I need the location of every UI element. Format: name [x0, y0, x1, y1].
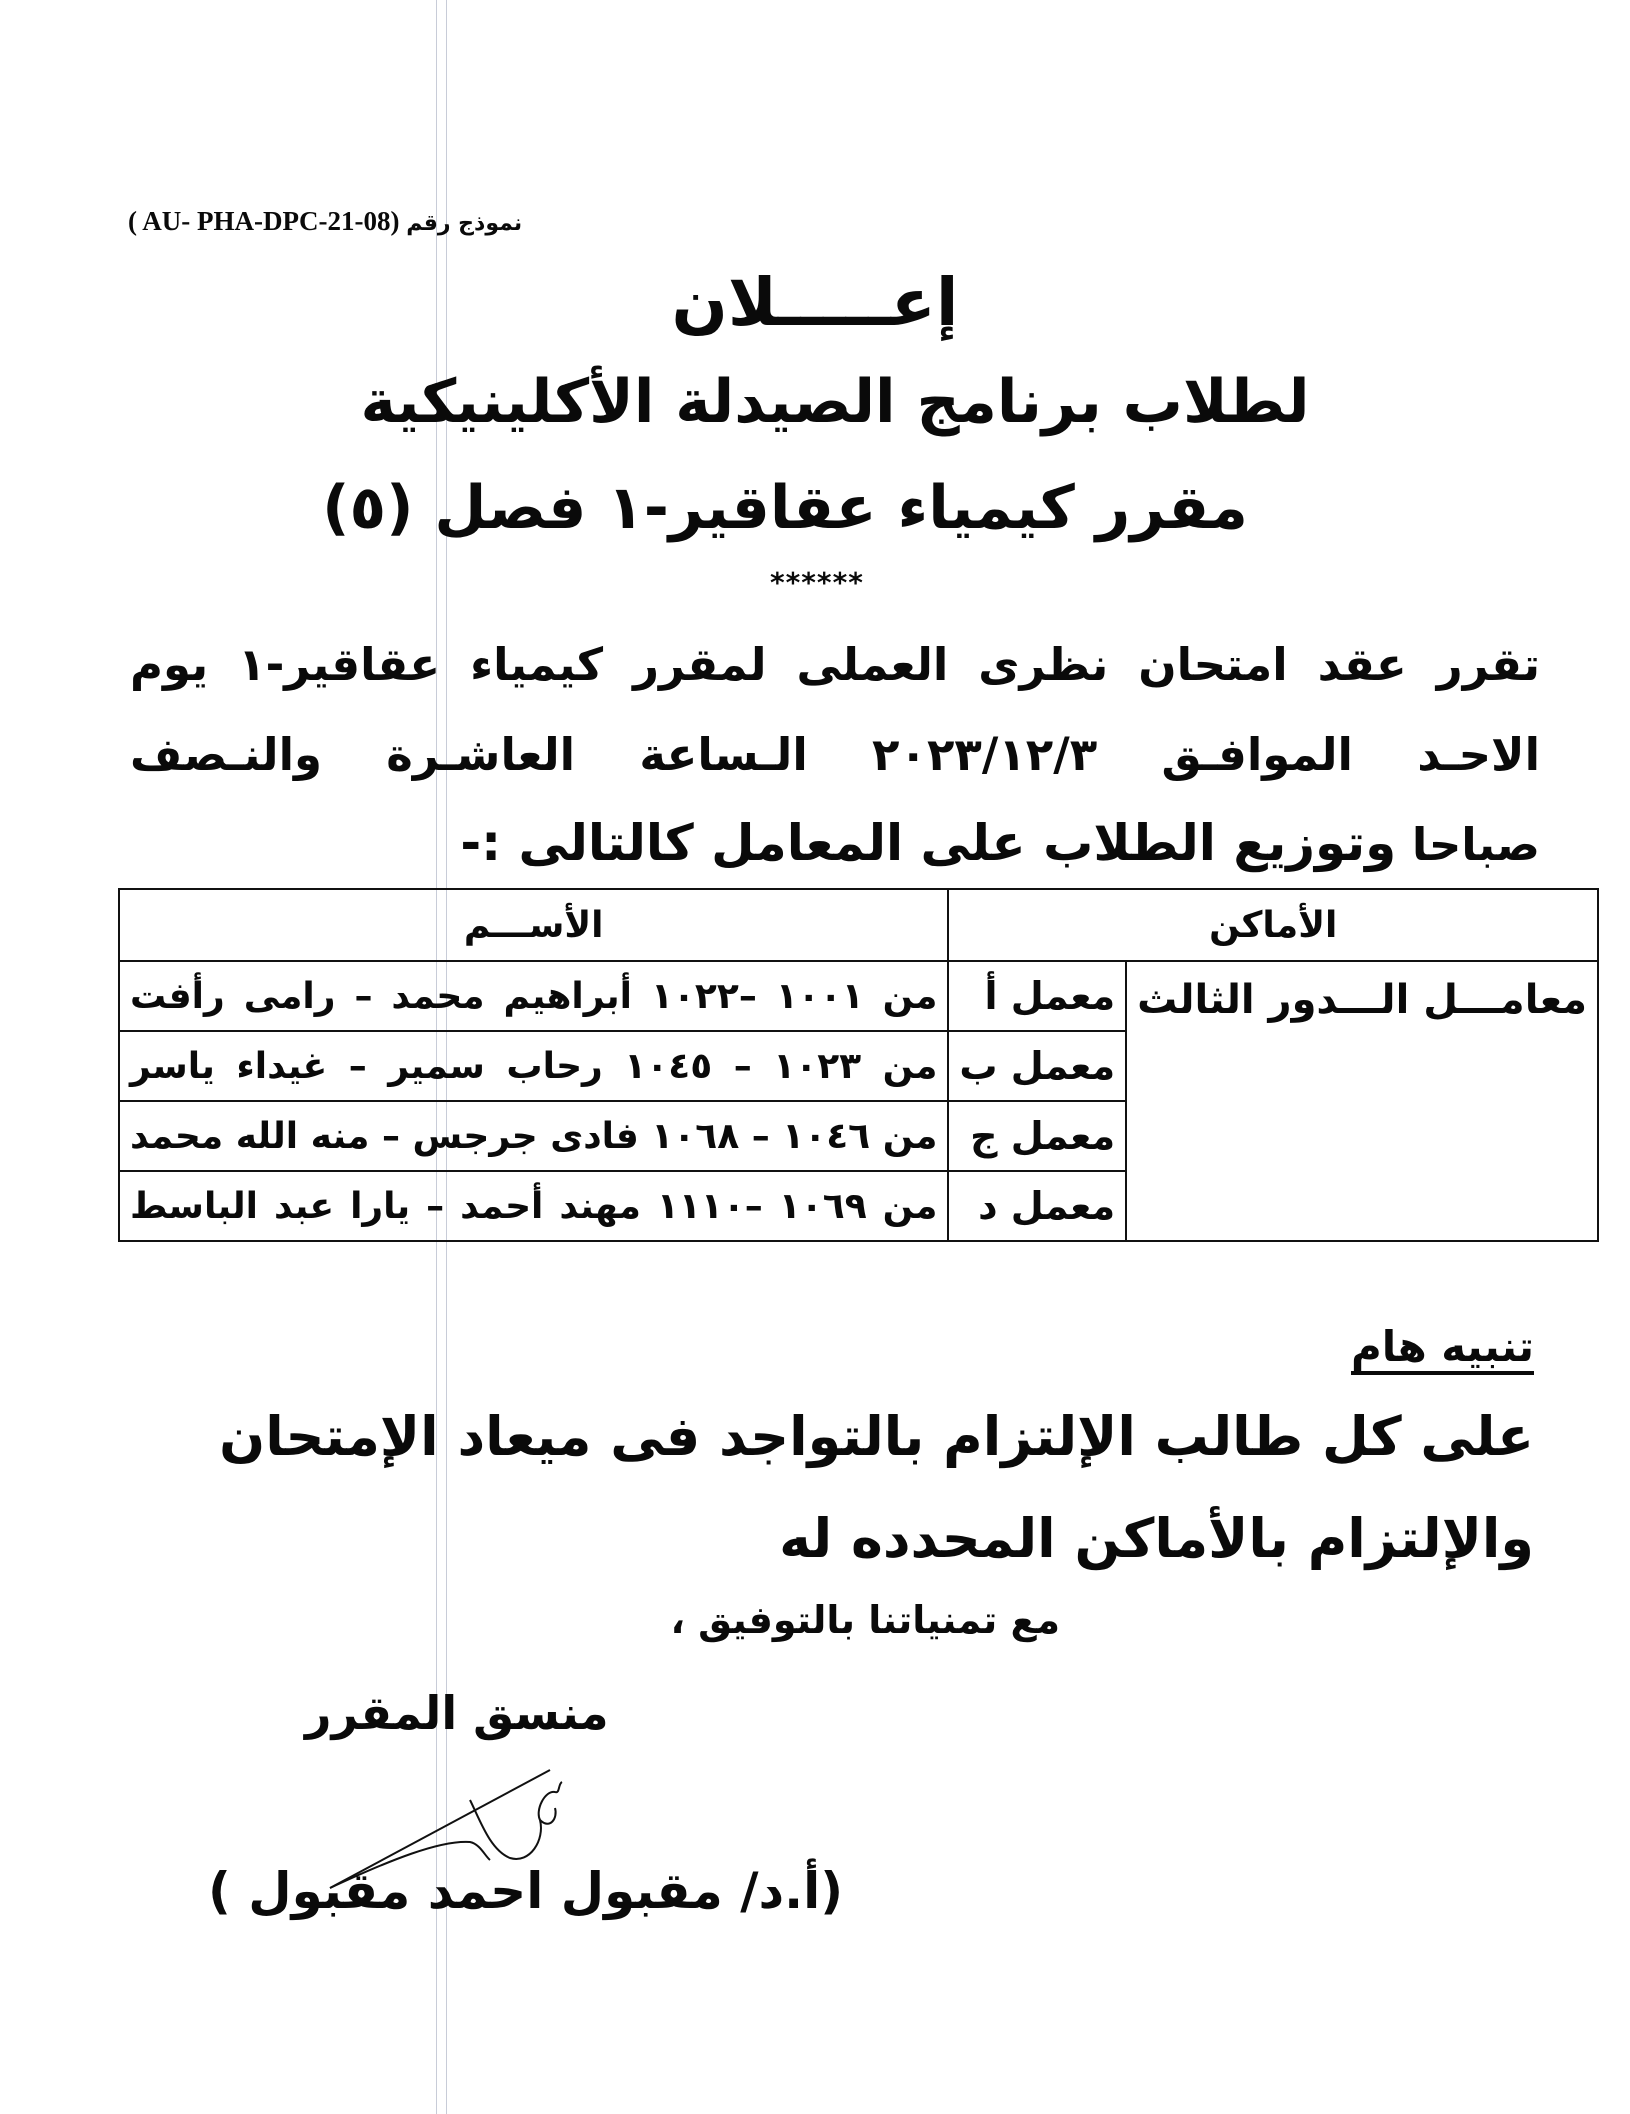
- signatory-name: (أ.د/ مقبول احمد مقبول ): [208, 1862, 844, 1920]
- lab-distribution-table: [118, 888, 1599, 1242]
- paragraph-line-3-normal: صباحا: [1396, 818, 1540, 871]
- lab-name: معمل ج: [948, 1101, 1126, 1171]
- header-names: الأســـم: [119, 889, 948, 961]
- paragraph-line-3-bold: وتوزيع الطلاب على المعامل كالتالى :-: [460, 814, 1397, 872]
- announcement-title: إعـــــلان: [671, 264, 959, 341]
- table-row: [119, 961, 1598, 1031]
- notice-line-2: والإلتزام بالأماكن المحدده له: [779, 1507, 1534, 1570]
- form-number: [128, 206, 628, 237]
- separator: ******: [770, 566, 864, 599]
- signatory-role: منسق المقرر: [305, 1686, 609, 1740]
- floor-label: معامـــل الـــدور الثالث: [1126, 961, 1598, 1241]
- student-range: من ١٠٦٩ –١١١٠ مهند أحمد – يارا عبد الباسط: [119, 1171, 948, 1241]
- student-range: من ١٠٤٦ – ١٠٦٨ فادى جرجس – منه الله محمد: [119, 1101, 948, 1171]
- notice-heading: تنبيه هام: [1351, 1322, 1534, 1371]
- form-number-label: نموذج رقم: [406, 211, 523, 236]
- notice-line-1: على كل طالب الإلتزام بالتواجد فى ميعاد الإمتحان: [219, 1405, 1534, 1468]
- header-places: الأماكن: [948, 889, 1598, 961]
- paragraph-line-3: [130, 814, 1540, 872]
- program-subtitle: لطلاب برنامج الصيدلة الأكلينيكية: [360, 367, 1310, 437]
- course-line: مقرر كيمياء عقاقير-١ فصل (٥): [322, 473, 1248, 543]
- lab-name: معمل أ: [948, 961, 1126, 1031]
- paragraph-line-2: الاحـد الموافـق ٢٠٢٣/١٢/٣ الـساعة العاشـرة والنـصف: [130, 728, 1540, 781]
- lab-name: معمل د: [948, 1171, 1126, 1241]
- student-range: من ١٠٢٣ – ١٠٤٥ رحاب سمير – غيداء ياسر: [119, 1031, 948, 1101]
- student-range: من ١٠٠١ –١٠٢٢ أبراهيم محمد – رامى رأفت: [119, 961, 948, 1031]
- paragraph-line-1: تقرر عقد امتحان نظرى العملى لمقرر كيمياء عقاقير-١ يوم: [130, 638, 1540, 691]
- closing-wishes: مع تمنياتنا بالتوفيق ،: [670, 1598, 1060, 1642]
- lab-name: معمل ب: [948, 1031, 1126, 1101]
- table-header-row: [119, 889, 1598, 961]
- form-number-code: ( AU- PHA-DPC-21-08): [128, 206, 400, 236]
